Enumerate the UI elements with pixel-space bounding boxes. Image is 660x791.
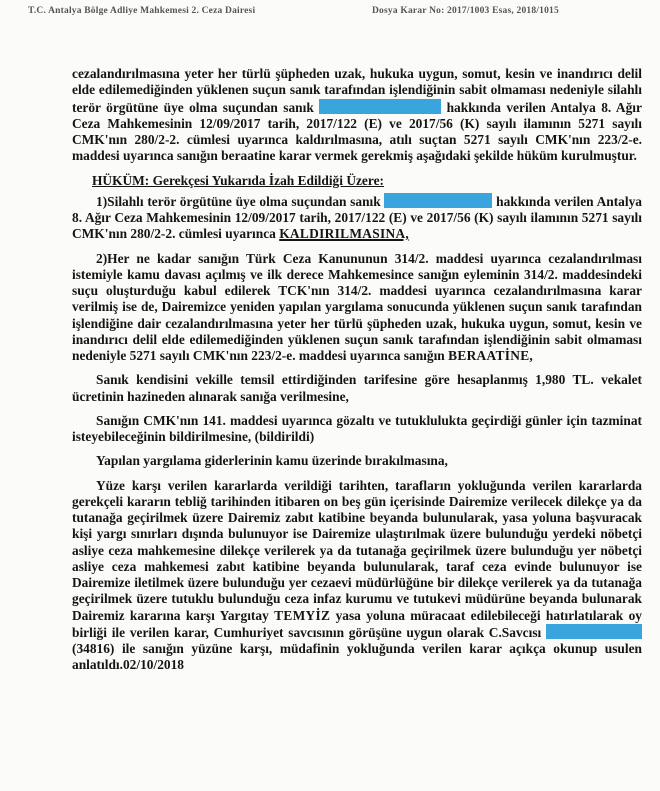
case-number: Dosya Karar No: 2017/1003 Esas, 2018/1015	[372, 6, 559, 16]
document-body	[72, 66, 642, 674]
verdict-item-1	[72, 193, 642, 243]
redacted-prosecutor-name	[546, 624, 642, 639]
costs-paragraph: Yapılan yargılama giderlerinin kamu üzerinde bırakılmasına,	[96, 453, 448, 469]
verdict-heading: HÜKÜM: Gerekçesi Yukarıda İzah Edildiği Üzere:	[92, 172, 384, 188]
verdict-item-2-text: 2)Her ne kadar sanığın Türk Ceza Kanununun 314/2. maddesi uyarınca cezalandırılması istemiyle kamu davası açılmış ve ilk derece Mahkemesince sanığın eyleminin 314/2. maddesindeki suçu oluşturduğu kabul edilerek TCK'nın 314/2. maddesi uyarınca cezalandırılmasına karar verilmiş ise de, Dairemizce yeniden yapılan yargılama sonucunda yüklenen suçun sanık tarafından işlendiğine dair cezalandırılmasına yeter her türlü şüpheden uzak, hukuka uygun, somut, kesin ve inandırıcı delil elde edilemediğinden yüklenen suçun sanık tarafından işlendiğinin sabit olmaması nedeniyle 5271 sayılı CMK'nın 223/2-e. maddesi uyarınca sanığın	[72, 250, 642, 363]
appeal-text-a: Yüze karşı verilen kararlarda verildiği tarihten, tarafların yokluğunda verilen kararlarda gerekçeli kararın tebliğ tarihinden itibaren on beş gün içerisinde Dairemize verilecek dilekçe ya da tutanağa geçirilmek üzere Dairemiz zabıt katibine beyanda bulunularak, yasa yoluna başvuracak kişi yargı sınırları dışında bulunuyor ise Dairemize ulaştırılmak üzere bulunduğu yerdeki nöbetçi asliye ceza mahkemesine dilekçe verilerek ya da tutanağa geçirilmek üzere bulunduğu yer nöbetçi asliye ceza mahkemesi zabıt katibine beyanda bulunularak, taraf ceza evinde bulunuyor ise Dairemize iletilmek üzere bulunduğu yer cezaevi müdürlüğüne bir dilekçe verilerek ya da tutanağa geçirilmek üzere tutuklu bulunduğu ceza infaz kurumu ve tutukevi müdürüne beyanda bulunarak Dairemiz kararına karşı Yargıtay	[72, 477, 642, 623]
verdict-item-2-decision: BERAATİNE,	[448, 348, 534, 363]
compensation-paragraph: Sanığın CMK'nın 141. maddesi uyarınca gözaltı ve tutuklulukta geçirdiği günler için tazminat isteyebileceğinin bildirilmesine, (bildirildi)	[72, 412, 642, 444]
court-name: T.C. Antalya Bölge Adliye Mahkemesi 2. Ceza Dairesi	[28, 6, 256, 16]
verdict-item-1-text-a: 1)Silahlı terör örgütüne üye olma suçundan sanık	[96, 193, 381, 209]
reasoning-text-b: hakkında verilen Antalya 8. Ağır Ceza Mahkemesinin 12/09/2017 tarih, 2017/122 (E) ve 2017/56 (K) sayılı ilamının 5271 sayılı CMK'nın 280/2-2. cümlesi uyarınca kaldırılmasına, atılı suçtan 5271 sayılı CMK'nın 223/2-e. maddesi uyarınca sanığın beraatine karar vermek gerekmiş aşağıdaki şekilde hüküm kurulmuştur.	[72, 99, 642, 164]
redacted-name	[384, 193, 492, 208]
appeal-keyword: TEMYİZ	[274, 607, 331, 623]
verdict-item-1-text-b: hakkında verilen Antalya 8. Ağır Ceza Mahkemesinin 12/09/2017 tarih, 2017/122 (E) ve 2017/56 (K) sayılı ilamının 5271 sayılı CMK'nın 280/2-2. cümlesi uyarınca	[72, 193, 642, 242]
page-header	[28, 6, 648, 20]
attorney-fee-paragraph: Sanık kendisini vekille temsil ettirdiğinden tarifesine göre hesaplanmış 1,980 TL. vekalet ücretinin hazineden alınarak sanığa verilmesine,	[72, 372, 642, 404]
appeal-text-b: yasa yoluna müracaat edilebileceği hatırlatılarak oy birliği ile verilen karar, Cumhuriyet savcısının görüşüne uygun olarak C.Savcısı	[72, 607, 642, 640]
verdict-item-1-decision: KALDIRILMASINA,	[279, 226, 410, 242]
appeal-text-c: (34816) ile sanığın yüzüne karşı, müdafinin yokluğunda verilen karar açıkça okunup usulen anlatıldı.02/10/2018	[72, 641, 642, 673]
reasoning-text-a: cezalandırılmasına yeter her türlü şüpheden uzak, hukuka uygun, somut, kesin ve inandırıcı delil elde edilemediğinden yüklenen suçun sanık tarafından işlendiğinin sabit olmaması nedeniyle silahlı terör örgütüne üye olma suçundan sanık	[72, 66, 642, 115]
verdict-item-2	[72, 251, 642, 365]
appeal-paragraph	[72, 478, 642, 674]
reasoning-paragraph	[72, 66, 642, 165]
redacted-name	[319, 99, 441, 114]
